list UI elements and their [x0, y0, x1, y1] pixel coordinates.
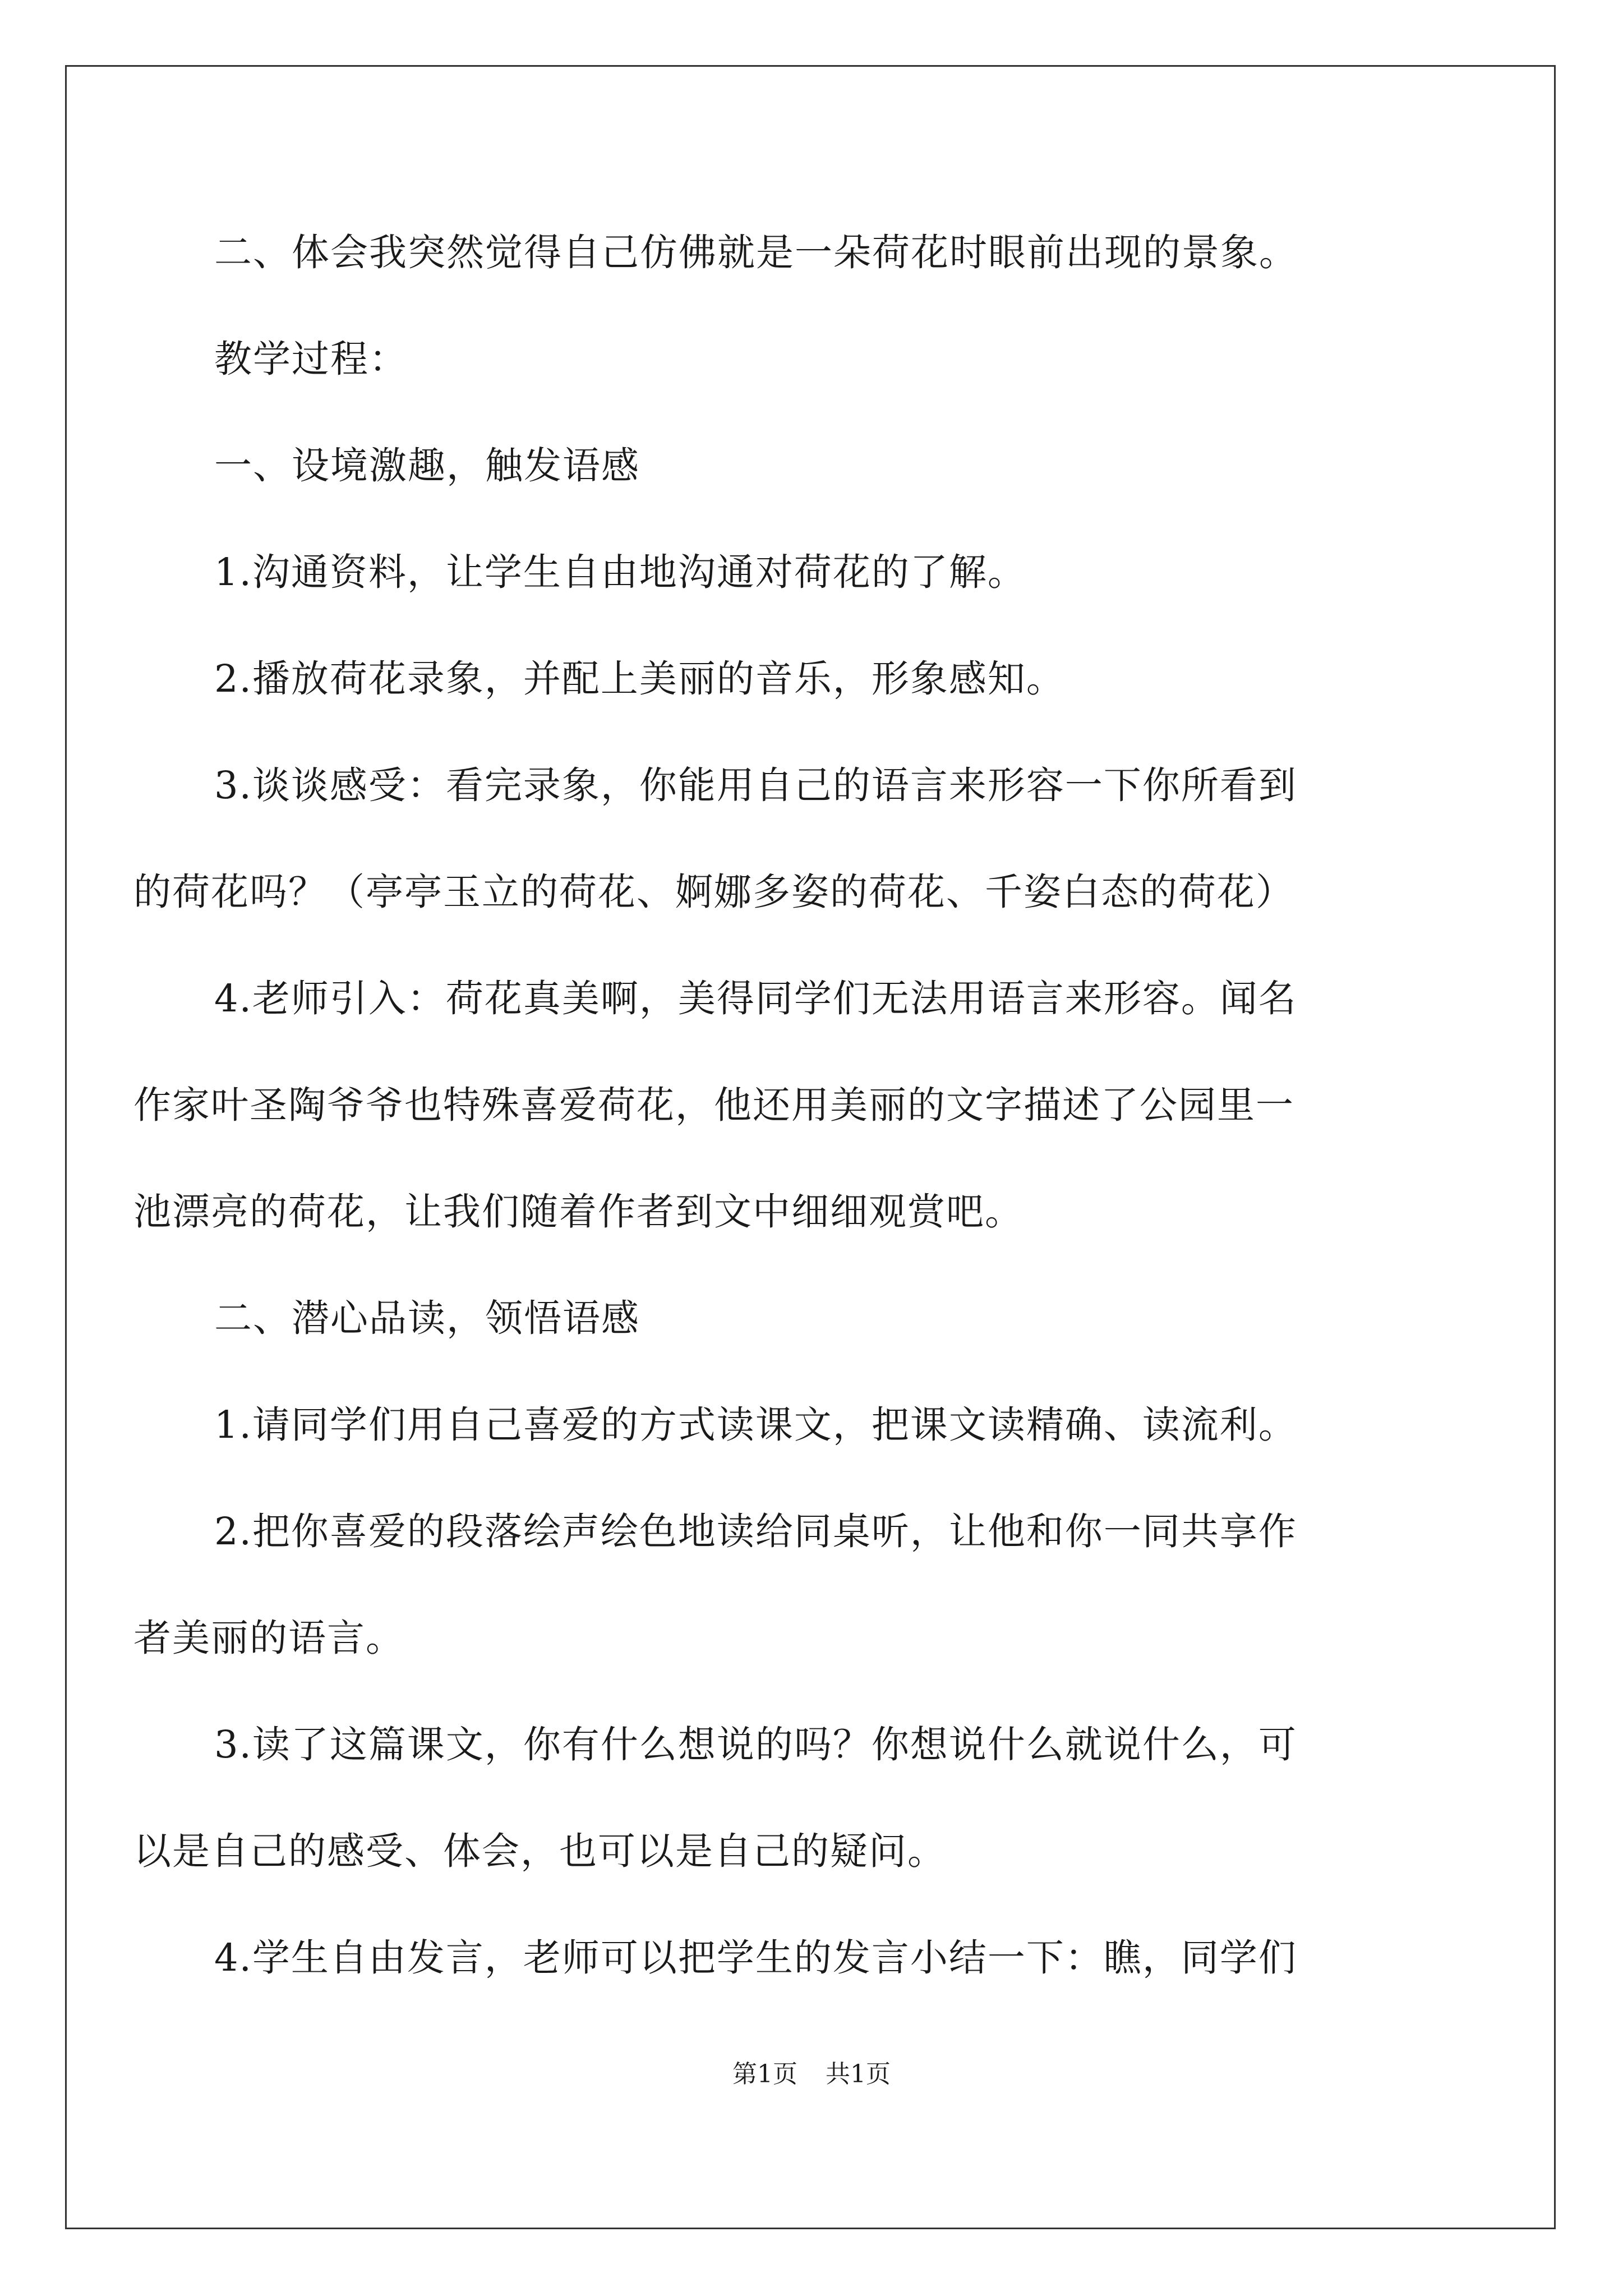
paragraph-line: 者美丽的语言。 — [133, 1616, 404, 1660]
paragraph-line: 池漂亮的荷花，让我们随着作者到文中细细观赏吧。 — [133, 1190, 1023, 1234]
paragraph-line: 以是自己的感受、体会，也可以是自己的疑问。 — [133, 1829, 946, 1873]
paragraph-line: 2.把你喜爱的段落绘声绘色地读给同桌听，让他和你一同共享作 — [214, 1510, 1297, 1553]
paragraph-line: 3.读了这篇课文，你有什么想说的吗？你想说什么就说什么，可 — [214, 1723, 1297, 1766]
page-footer — [0, 2058, 1623, 2091]
paragraph-line: 4.学生自由发言，老师可以把学生的发言小结一下：瞧，同学们 — [214, 1936, 1297, 1980]
paragraph-line: 2.播放荷花录象，并配上美丽的音乐，形象感知。 — [214, 657, 1065, 701]
page-number: 第1页 — [732, 2060, 797, 2088]
paragraph-line: 教学过程： — [214, 337, 408, 381]
paragraph-line: 1.请同学们用自己喜爱的方式读课文，把课文读精确、读流利。 — [214, 1403, 1297, 1447]
paragraph-line: 作家叶圣陶爷爷也特殊喜爱荷花，他还用美丽的文字描述了公园里一 — [133, 1083, 1294, 1127]
paragraph-line: 的荷花吗？（亭亭玉立的荷花、婀娜多姿的荷花、千姿白态的荷花） — [133, 870, 1294, 914]
paragraph-line: 二、体会我突然觉得自己仿佛就是一朵荷花时眼前出现的景象。 — [214, 231, 1298, 274]
paragraph-line: 二、潜心品读，领悟语感 — [214, 1296, 640, 1340]
page-total: 共1页 — [826, 2060, 891, 2088]
paragraph-line: 4.老师引入：荷花真美啊，美得同学们无法用语言来形容。闻名 — [214, 977, 1297, 1020]
paragraph-line: 一、设境激趣，触发语感 — [214, 444, 640, 487]
paragraph-line: 3.谈谈感受：看完录象，你能用自己的语言来形容一下你所看到 — [214, 763, 1297, 807]
paragraph-line: 1.沟通资料，让学生自由地沟通对荷花的了解。 — [214, 550, 1026, 594]
